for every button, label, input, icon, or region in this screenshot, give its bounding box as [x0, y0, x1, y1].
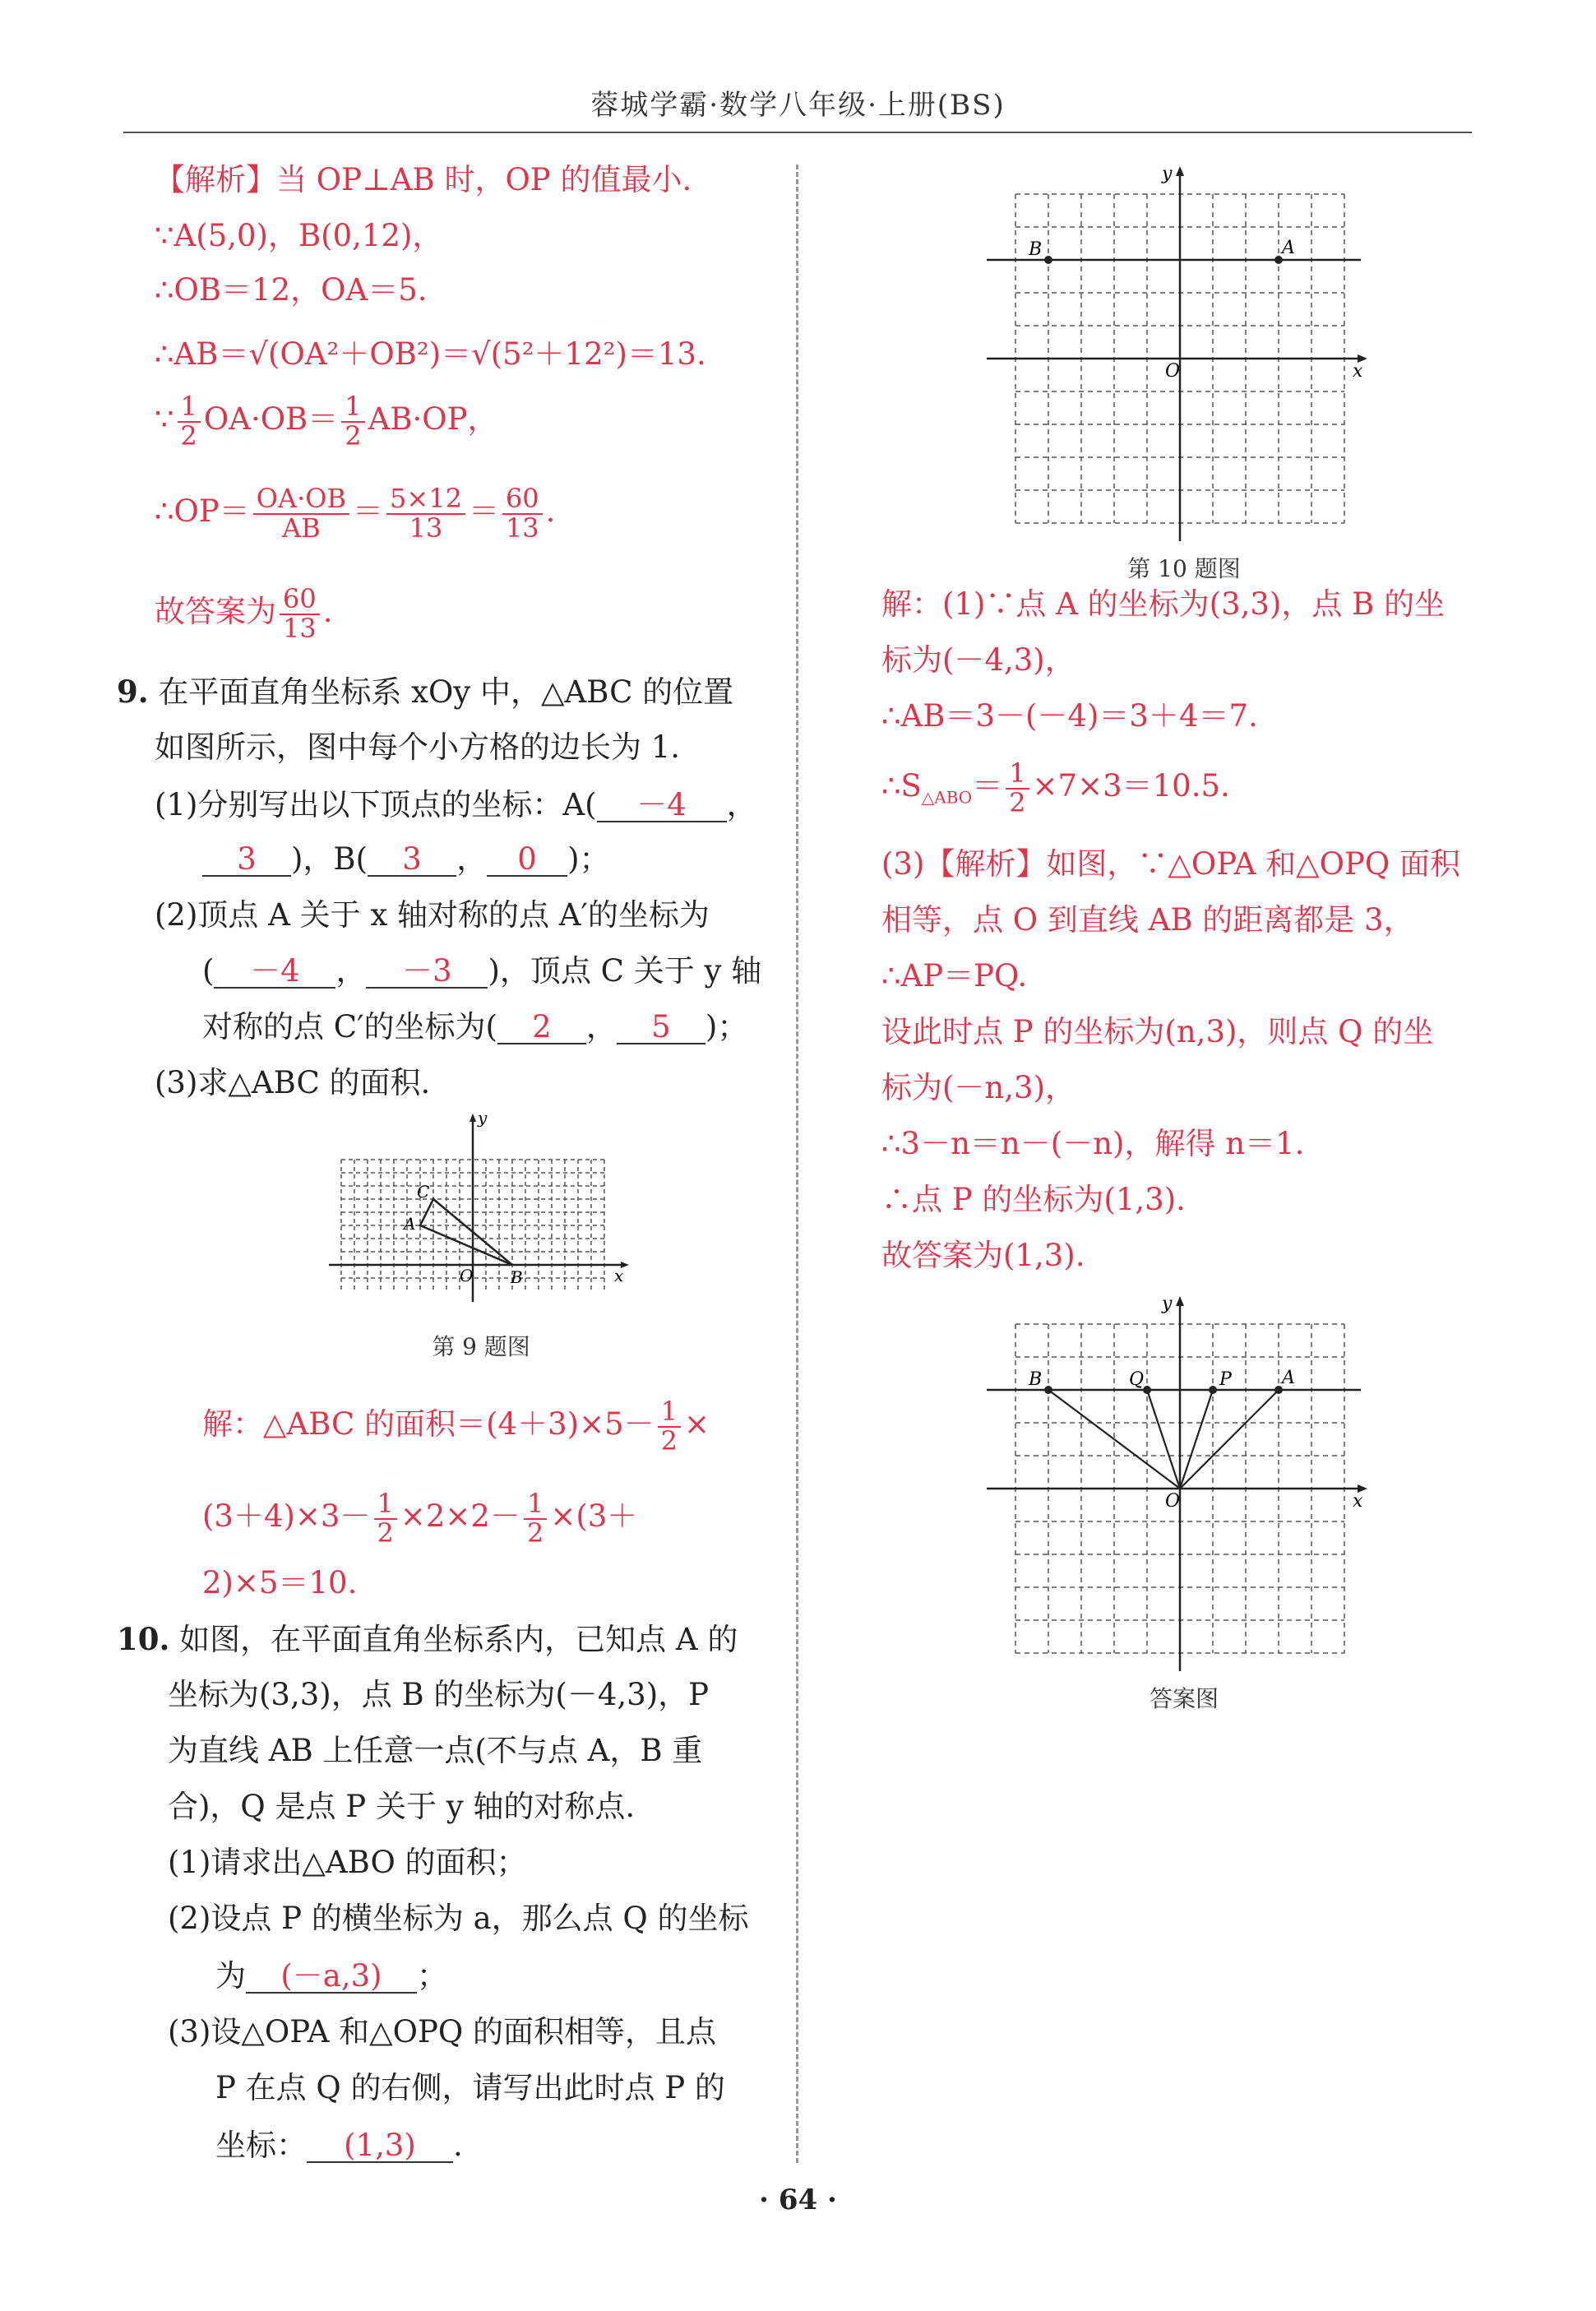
q10-line2: 坐标为(3,3)，点 B 的坐标为(－4,3)，P [168, 1677, 710, 1712]
q9-part2: (2)顶点 A 关于 x 轴对称的点 A′的坐标为 [155, 897, 710, 933]
page-header: 蓉城学霸·数学八年级·上册(BS) [590, 89, 1006, 122]
sol10-line10: ∴3－n＝n－(－n)，解得 n＝1. [881, 1126, 1305, 1161]
fig9-triangle-abc [420, 1199, 512, 1265]
q10-line3: 为直线 AB 上任意一点(不与点 A，B 重 [168, 1733, 703, 1768]
q9-line1: 9. 在平面直角坐标系 xOy 中，△ABC 的位置 [117, 674, 734, 710]
sol10-line7: ∴AP＝PQ. [881, 958, 1028, 993]
q9-part2c: 对称的点 C′的坐标为( 2 ， 5 )； [202, 1009, 748, 1044]
sol10-line4: $\therefore S_{\triangle ABO}=$ $\frac{1}{2}$ ×7×3＝10.5. [881, 757, 1230, 818]
q9-part1b: 3 )，B( 3 ， 0 )； [202, 841, 610, 878]
sol10-line12: 故答案为(1,3). [881, 1238, 1085, 1273]
ans-segment-oa [1180, 1390, 1279, 1489]
svg-text:A: A [1282, 1368, 1295, 1388]
svg-text:O: O [1165, 1491, 1181, 1512]
answer-figure-caption: 答案图 [1149, 1685, 1219, 1712]
sol8-line2: ∵A(5,0)，B(0,12)， [155, 218, 443, 253]
header-rule [123, 132, 1472, 133]
fig10-graph [983, 161, 1377, 548]
q10-part3c: 坐标： (1,3) . [215, 2128, 463, 2163]
q10-part3: (3)设△OPA 和△OPQ 的面积相等，且点 [168, 2014, 716, 2049]
page-number: · 64 · [759, 2184, 837, 2216]
answer-graph [983, 1291, 1377, 1678]
svg-text:P: P [1219, 1369, 1232, 1390]
sol10-line9: 标为(－n,3)， [881, 1070, 1076, 1105]
ans-point-p [1209, 1386, 1217, 1394]
sol10-line5: (3)【解析】如图，∵△OPA 和△OPQ 面积 [881, 846, 1460, 882]
q10-part2b: 为 (－a,3) ； [215, 1958, 447, 1994]
svg-text:B: B [1029, 239, 1043, 260]
q10-part2: (2)设点 P 的横坐标为 a，那么点 Q 的坐标 [168, 1901, 749, 1936]
sol9-line3: 2)×5＝10. [202, 1565, 358, 1600]
svg-text:B: B [511, 1267, 523, 1287]
q10-line1: 10. 如图，在平面直角坐标系内，已知点 A 的 [117, 1621, 738, 1657]
sol10-line8: 设此时点 P 的坐标为(n,3)，则点 Q 的坐 [881, 1014, 1434, 1049]
sol8-line7: 故答案为 $\frac{60}{13}$ . [155, 583, 333, 644]
sol8-line1: 【解析】当 OP⊥AB 时，OP 的值最小. [155, 162, 692, 197]
svg-text:Q: Q [1129, 1369, 1145, 1390]
svg-text:x: x [1353, 1491, 1363, 1512]
svg-text:x: x [614, 1266, 624, 1285]
svg-text:C: C [417, 1182, 430, 1202]
ans-point-b [1044, 1386, 1052, 1394]
svg-text:A: A [1282, 238, 1295, 258]
sol8-line3: ∴OB＝12，OA＝5. [155, 272, 428, 308]
sol10-line1: 解：(1)∵点 A 的坐标为(3,3)，点 B 的坐 [881, 586, 1446, 622]
sol8-line6: ∴OP＝ $\frac{OA\cdot OB}{AB}$ ＝ $\frac{5\times 12}{13}$ ＝ $\frac{60}{13}$ . [155, 483, 556, 544]
ans-segment-op [1180, 1390, 1213, 1489]
q10-part3b: P 在点 Q 的右侧，请写出此时点 P 的 [215, 2070, 725, 2105]
q9-line2: 如图所示，图中每个小方格的边长为 1. [155, 729, 681, 765]
fig10-caption: 第 10 题图 [1127, 555, 1241, 582]
fig9-caption: 第 9 题图 [432, 1333, 530, 1360]
ans-point-q [1143, 1386, 1151, 1394]
svg-text:B: B [1029, 1369, 1043, 1390]
sol9-line1: 解：△ABC 的面积＝(4＋3)×5－ $\frac{1}{2}$ × [202, 1396, 710, 1457]
ans-segment-oq [1147, 1390, 1180, 1489]
svg-text:A: A [404, 1214, 416, 1234]
svg-text:y: y [1162, 1294, 1173, 1314]
fig10-point-b [1044, 256, 1052, 264]
sol8-line4: ∴AB＝√(OA²＋OB²)＝√(5²＋12²)＝13. [155, 336, 706, 372]
svg-text:O: O [460, 1266, 474, 1285]
column-divider [796, 164, 798, 2163]
sol9-line2: (3＋4)×3－ $\frac{1}{2}$ ×2×2－ $\frac{1}{2}$ ×(3＋ [202, 1488, 638, 1549]
svg-text:x: x [1353, 361, 1363, 382]
q10-line4: 合)，Q 是点 P 关于 y 轴的对称点. [168, 1789, 636, 1824]
sol10-line11: ∴点 P 的坐标为(1,3). [881, 1182, 1186, 1217]
sol10-line3: ∴AB＝3－(－4)＝3＋4＝7. [881, 698, 1258, 734]
q10-part1: (1)请求出△ABO 的面积； [168, 1845, 527, 1880]
q9-part3: (3)求△ABC 的面积. [155, 1065, 431, 1100]
q9-part1: (1)分别写出以下顶点的坐标：A( －4 ， [155, 787, 757, 822]
sol10-line2: 标为(－4,3)， [881, 642, 1076, 678]
sol10-line6: 相等，点 O 到直线 AB 的距离都是 3， [881, 902, 1414, 938]
sol8-line5: ∵ $\frac{1}{2}$ OA·OB＝ $\frac{1}{2}$ AB·OP， [155, 391, 498, 452]
svg-text:y: y [1162, 164, 1173, 184]
svg-text:O: O [1165, 361, 1181, 382]
fig9-graph [325, 1109, 637, 1306]
svg-text:y: y [478, 1109, 488, 1128]
q9-part2b: ( －4 ， －3 )，顶点 C 关于 y 轴 [202, 953, 762, 989]
